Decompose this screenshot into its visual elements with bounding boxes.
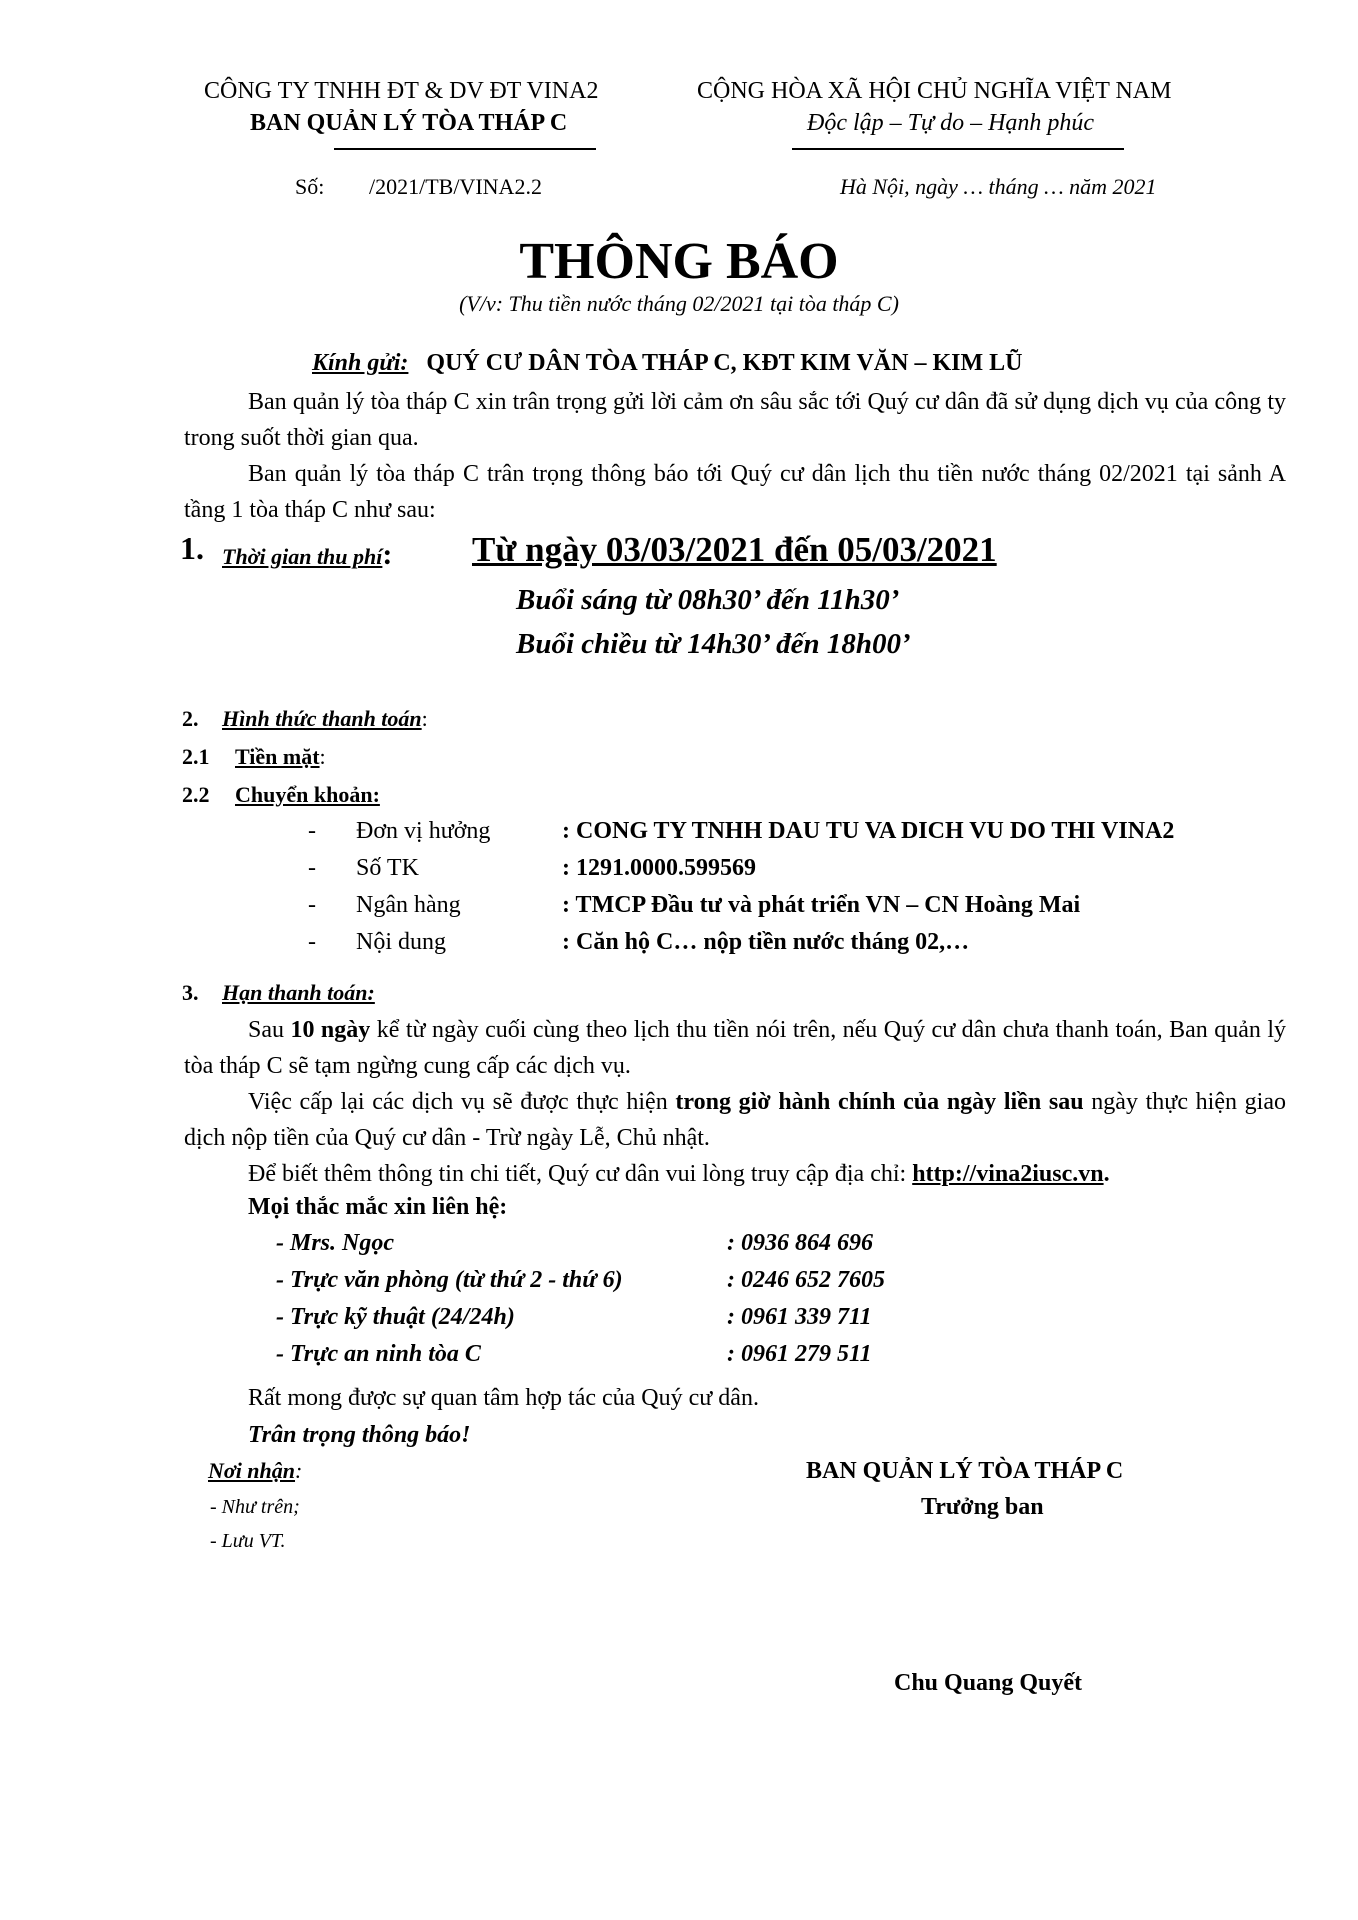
transfer-number: 2.2 — [182, 782, 210, 807]
header-left-divider — [334, 148, 596, 150]
afternoon-hours: Buổi chiều từ 14h30’ đến 18h00’ — [516, 628, 911, 660]
content-value: : Căn hộ C… nộp tiền nước tháng 02,… — [562, 929, 970, 955]
morning-hours: Buổi sáng từ 08h30’ đến 11h30’ — [516, 584, 900, 616]
recipient-item: - Như trên; — [210, 1496, 300, 1518]
account-value: : 1291.0000.599569 — [562, 855, 756, 881]
recipient-item: - Lưu VT. — [210, 1530, 286, 1552]
recipient-label: Kính gửi: — [312, 350, 409, 376]
section-1-heading: Thời gian thu phí: — [222, 538, 393, 571]
contact-heading: Mọi thắc mắc xin liên hệ: — [248, 1194, 508, 1220]
contact-phone: : 0961 279 511 — [727, 1341, 872, 1367]
department-name: BAN QUẢN LÝ TÒA THÁP C — [250, 110, 568, 136]
national-motto: Độc lập – Tự do – Hạnh phúc — [807, 110, 1095, 136]
detail-dash: - — [308, 929, 316, 955]
reconnection-paragraph: Việc cấp lại các dịch vụ sẽ được thực hiện trong giờ hành chính của ngày liền sau ngày thực hiện giao dịch nộp tiền của Quý cư dân - Trừ ngày Lễ, Chủ nhật. — [184, 1089, 1287, 1151]
intro-paragraph-1: Ban quản lý tòa tháp C xin trân trọng gửi lời cảm ơn sâu sắc tới Quý cư dân đã sử dụng dịch vụ của công ty trong suốt thời gian qua. — [184, 389, 1286, 451]
bank-value: : TMCP Đầu tư và phát triển VN – CN Hoàng Mai — [562, 892, 1081, 918]
website-link[interactable]: http://vina2iusc.vn — [912, 1161, 1104, 1187]
transfer-label: Chuyển khoản: — [235, 782, 380, 807]
signer-title: Trưởng ban — [921, 1494, 1044, 1520]
detail-dash: - — [308, 855, 316, 881]
section-1-number: 1. — [180, 530, 204, 566]
section-1-label: Thời gian thu phí — [222, 544, 383, 569]
beneficiary-value: : CONG TY TNHH DAU TU VA DICH VU DO THI VINA2 — [562, 818, 1175, 844]
country-name: CỘNG HÒA XÃ HỘI CHỦ NGHĨA VIỆT NAM — [697, 78, 1172, 104]
contact-phone: : 0936 864 696 — [727, 1230, 873, 1256]
intro-paragraph-2: Ban quản lý tòa tháp C trân trọng thông báo tới Quý cư dân lịch thu tiền nước tháng 02/2021 tại sảnh A tầng 1 tòa tháp C như sau: — [184, 461, 1286, 523]
company-name: CÔNG TY TNHH ĐT & DV ĐT VINA2 — [204, 78, 599, 104]
detail-dash: - — [308, 818, 316, 844]
bank-label: Ngân hàng — [356, 892, 461, 918]
recipients-heading: Nơi nhận: — [208, 1458, 303, 1483]
place-date: Hà Nội, ngày … tháng … năm 2021 — [840, 174, 1157, 199]
deadline-paragraph: Sau 10 ngày kể từ ngày cuối cùng theo lịch thu tiền nói trên, nếu Quý cư dân chưa thanh toán, Ban quản lý tòa tháp C sẽ tạm ngừng cung cấp các dịch vụ. — [184, 1017, 1286, 1079]
contact-name: - Trực văn phòng (từ thứ 2 - thứ 6) — [276, 1267, 623, 1293]
regards-line: Trân trọng thông báo! — [248, 1422, 471, 1448]
doc-number-value: /2021/TB/VINA2.2 — [369, 174, 542, 199]
signer-name: Chu Quang Quyết — [894, 1670, 1083, 1696]
website-paragraph: Để biết thêm thông tin chi tiết, Quý cư dân vui lòng truy cập địa chỉ: http://vina2iusc.vn. — [248, 1161, 1110, 1187]
contact-name: - Mrs. Ngọc — [276, 1230, 394, 1256]
content-label: Nội dung — [356, 929, 446, 955]
cash-number: 2.1 — [182, 744, 210, 769]
contact-name: - Trực an ninh tòa C — [276, 1341, 481, 1367]
cash-heading: Tiền mặt: — [235, 744, 326, 769]
section-3-label: Hạn thanh toán: — [222, 980, 375, 1005]
beneficiary-label: Đơn vị hưởng — [356, 818, 491, 844]
page-subtitle: (V/v: Thu tiền nước tháng 02/2021 tại tòa tháp C) — [459, 291, 899, 316]
doc-number-label: Số: — [295, 174, 325, 199]
header-right-divider — [792, 148, 1124, 150]
section-2-label: Hình thức thanh toán — [222, 706, 422, 731]
section-2-heading: Hình thức thanh toán: — [222, 706, 428, 731]
detail-dash: - — [308, 892, 316, 918]
collection-date-range: Từ ngày 03/03/2021 đến 05/03/2021 — [472, 530, 997, 569]
page-title: THÔNG BÁO — [519, 233, 839, 290]
recipient-value: QUÝ CƯ DÂN TÒA THÁP C, KĐT KIM VĂN – KIM LŨ — [426, 350, 1023, 376]
contact-phone: : 0246 652 7605 — [727, 1267, 885, 1293]
recipient-line — [312, 350, 1022, 377]
section-2-number: 2. — [182, 706, 199, 731]
closing-line: Rất mong được sự quan tâm hợp tác của Quý cư dân. — [248, 1385, 759, 1411]
signer-organization: BAN QUẢN LÝ TÒA THÁP C — [806, 1458, 1124, 1484]
recipients-label: Nơi nhận — [208, 1458, 296, 1483]
section-3-number: 3. — [182, 980, 199, 1005]
account-label: Số TK — [356, 855, 419, 881]
cash-label: Tiền mặt — [235, 744, 320, 769]
contact-phone: : 0961 339 711 — [727, 1304, 872, 1330]
contact-name: - Trực kỹ thuật (24/24h) — [276, 1304, 515, 1330]
